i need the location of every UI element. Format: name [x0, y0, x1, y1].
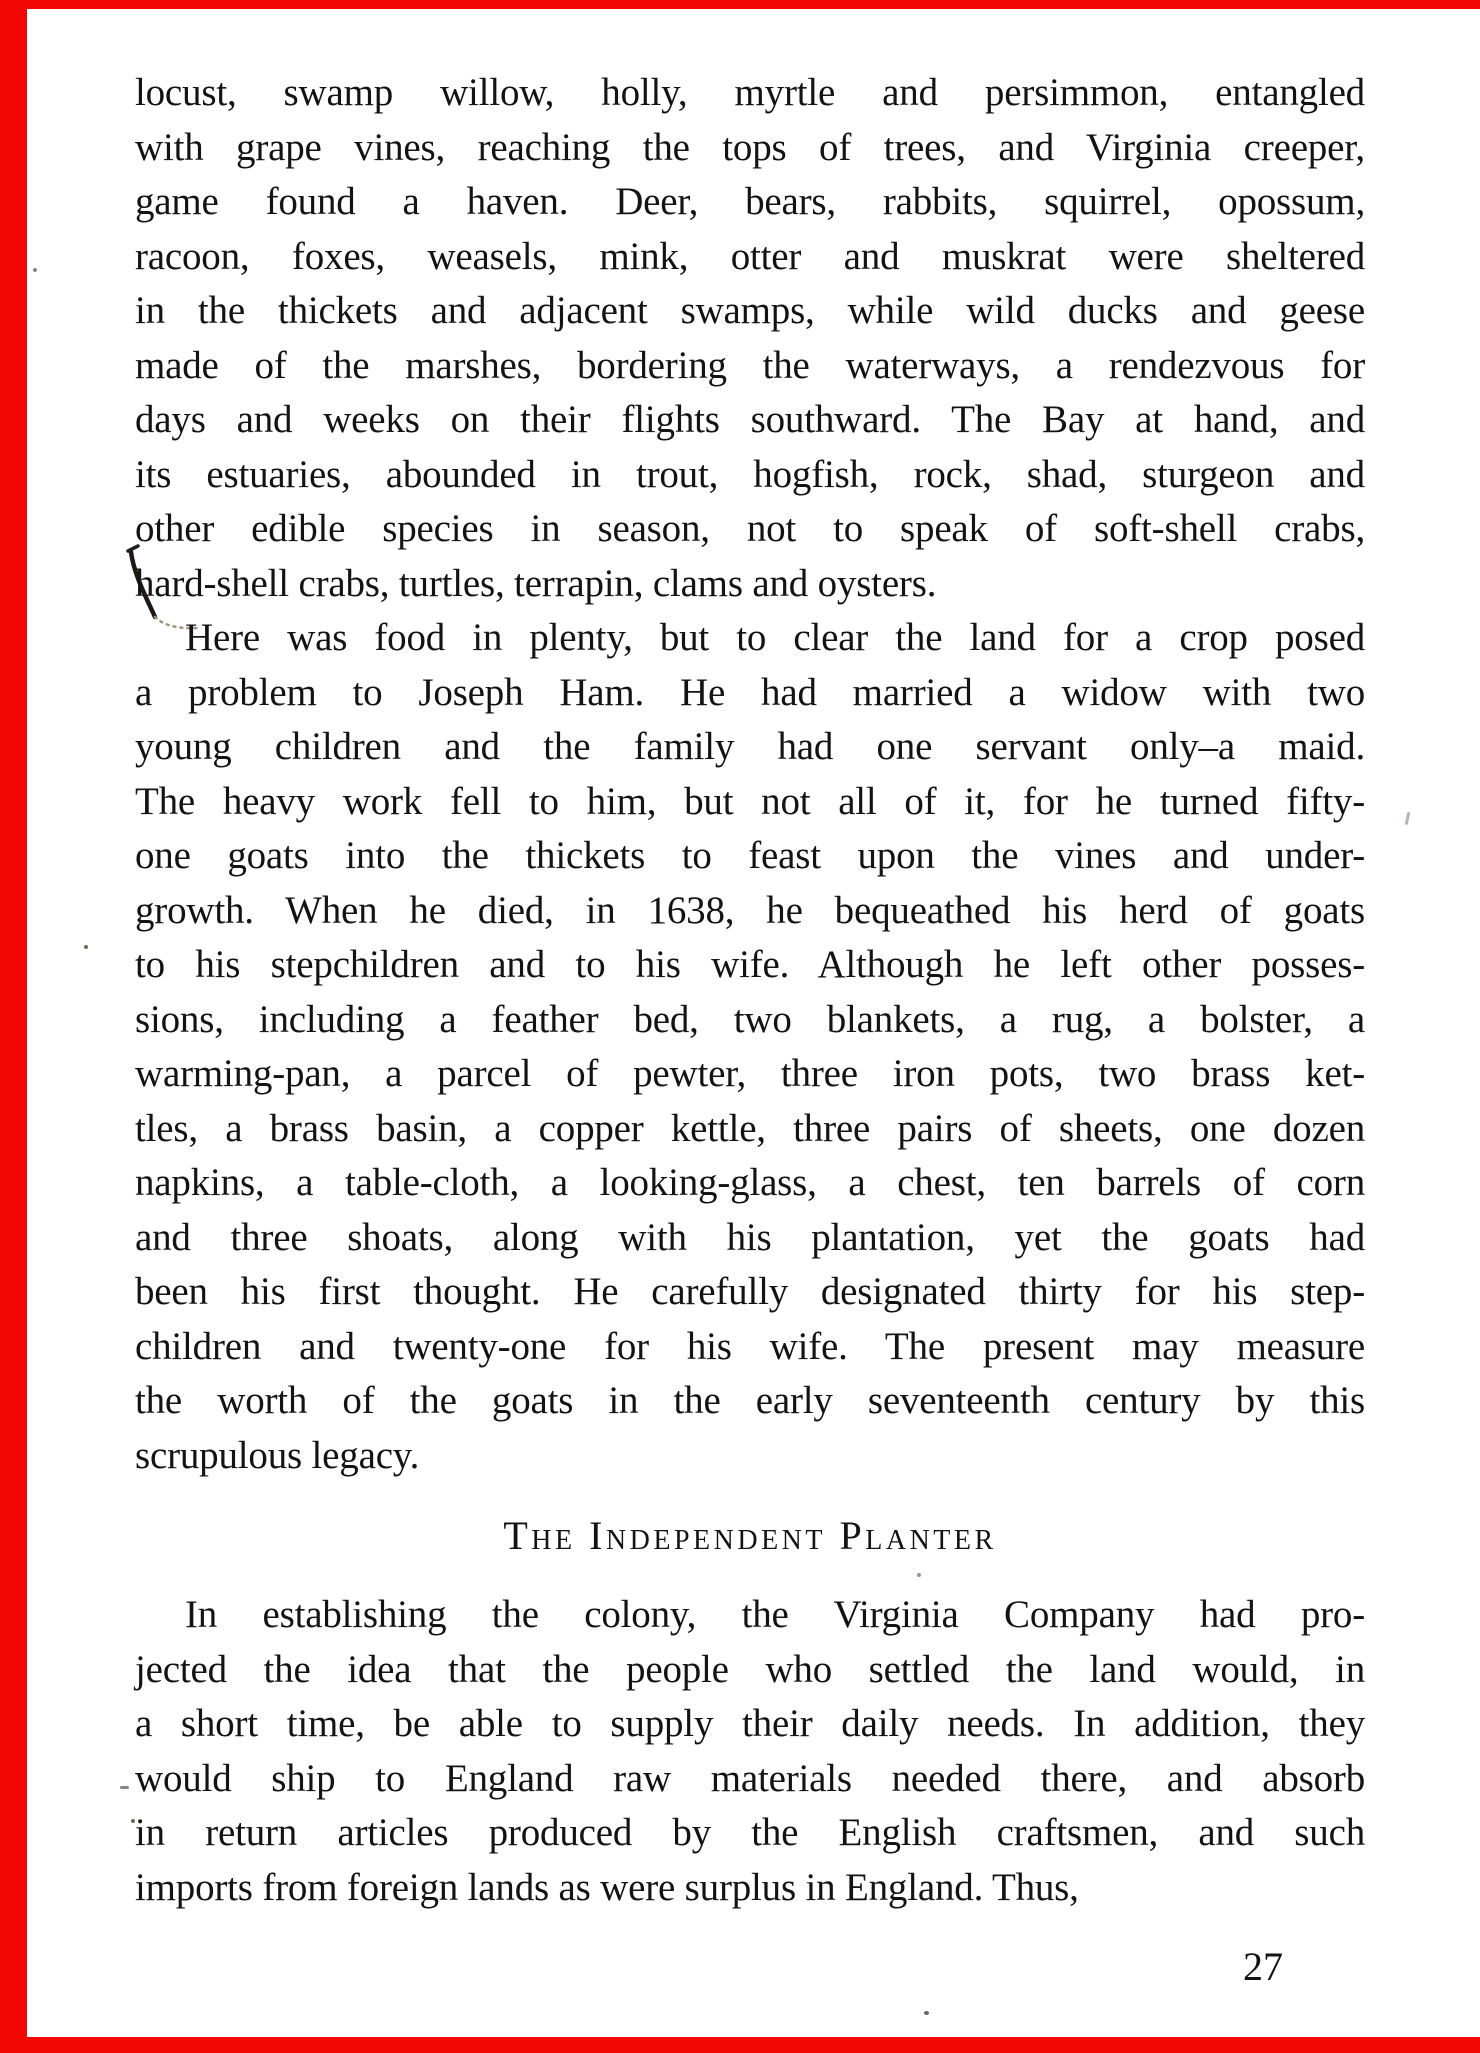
ink-speck	[924, 2011, 929, 2015]
text-column	[135, 0, 1365, 1994]
text-line: Here was food in plenty, but to clear the land for a crop posed	[185, 616, 1365, 659]
section-heading: The Independent Planter	[503, 1513, 997, 1558]
text-line: In establishing the colony, the Virginia Company had pro-	[185, 1593, 1365, 1636]
text-line: would ship to England raw materials needed there, and absorb	[135, 1756, 1365, 1800]
text-line: its estuaries, abounded in trout, hogfish, rock, shad, sturgeon and	[135, 452, 1365, 496]
paragraph-3	[135, 1588, 1365, 1915]
text-line: sions, including a feather bed, two blankets, a rug, a bolster, a	[135, 997, 1365, 1041]
text-line: to his stepchildren and to his wife. Although he left other posses-	[135, 943, 1365, 986]
text-line: tles, a brass basin, a copper kettle, three pairs of sheets, one dozen	[135, 1106, 1365, 1150]
text-line: and three shoats, along with his plantation, yet the goats had	[135, 1215, 1365, 1259]
text-line: children and twenty-one for his wife. The present may measure	[135, 1324, 1365, 1368]
text-line: napkins, a table-cloth, a looking-glass, a chest, ten barrels of corn	[135, 1161, 1365, 1204]
ink-speck	[1405, 812, 1411, 825]
text-line: been his first thought. He carefully designated thirty for his step-	[135, 1270, 1365, 1313]
text-line: one goats into the thickets to feast upon the vines and under-	[135, 834, 1365, 877]
text-line: in the thickets and adjacent swamps, while wild ducks and geese	[135, 289, 1365, 332]
text-line: days and weeks on their flights southward. The Bay at hand, and	[135, 398, 1365, 441]
text-line: made of the marshes, bordering the waterways, a rendezvous for	[135, 343, 1365, 387]
red-book-edge-bottom	[0, 2037, 1480, 2053]
text-line: growth. When he died, in 1638, he bequeathed his herd of goats	[135, 888, 1365, 932]
text-line: other edible species in season, not to speak of soft-shell crabs,	[135, 507, 1365, 550]
text-line: a short time, be able to supply their daily needs. In addition, they	[135, 1702, 1365, 1745]
text-line: hard-shell crabs, turtles, terrapin, clams and oysters.	[135, 561, 937, 605]
paragraph-1	[135, 66, 1365, 611]
page-number: 27	[1243, 1944, 1283, 1989]
text-line: The heavy work fell to him, but not all of it, for he turned fifty-	[135, 779, 1365, 823]
text-line: imports from foreign lands as were surplus in England. Thus,	[135, 1865, 1079, 1909]
text-line: locust, swamp willow, holly, myrtle and persimmon, entangled	[135, 71, 1365, 114]
ink-speck	[120, 1786, 129, 1789]
red-book-edge-left	[0, 0, 27, 2053]
text-line: with grape vines, reaching the tops of trees, and Virginia creeper,	[135, 125, 1365, 169]
ink-speck	[84, 945, 88, 949]
text-line: racoon, foxes, weasels, mink, otter and muskrat were sheltered	[135, 234, 1365, 278]
text-line: in return articles produced by the English craftsmen, and such	[135, 1811, 1365, 1854]
ink-speck	[33, 268, 37, 272]
text-line: jected the idea that the people who settled the land would, in	[135, 1647, 1365, 1691]
text-line: young children and the family had one servant only–a maid.	[135, 725, 1365, 768]
text-line: game found a haven. Deer, bears, rabbits, squirrel, opossum,	[135, 180, 1365, 223]
text-line: scrupulous legacy.	[135, 1433, 420, 1477]
text-line: the worth of the goats in the early seventeenth century by this	[135, 1379, 1365, 1422]
text-line: warming-pan, a parcel of pewter, three iron pots, two brass ket-	[135, 1052, 1365, 1095]
paragraph-2	[135, 611, 1365, 1483]
text-line: a problem to Joseph Ham. He had married a widow with two	[135, 670, 1365, 714]
